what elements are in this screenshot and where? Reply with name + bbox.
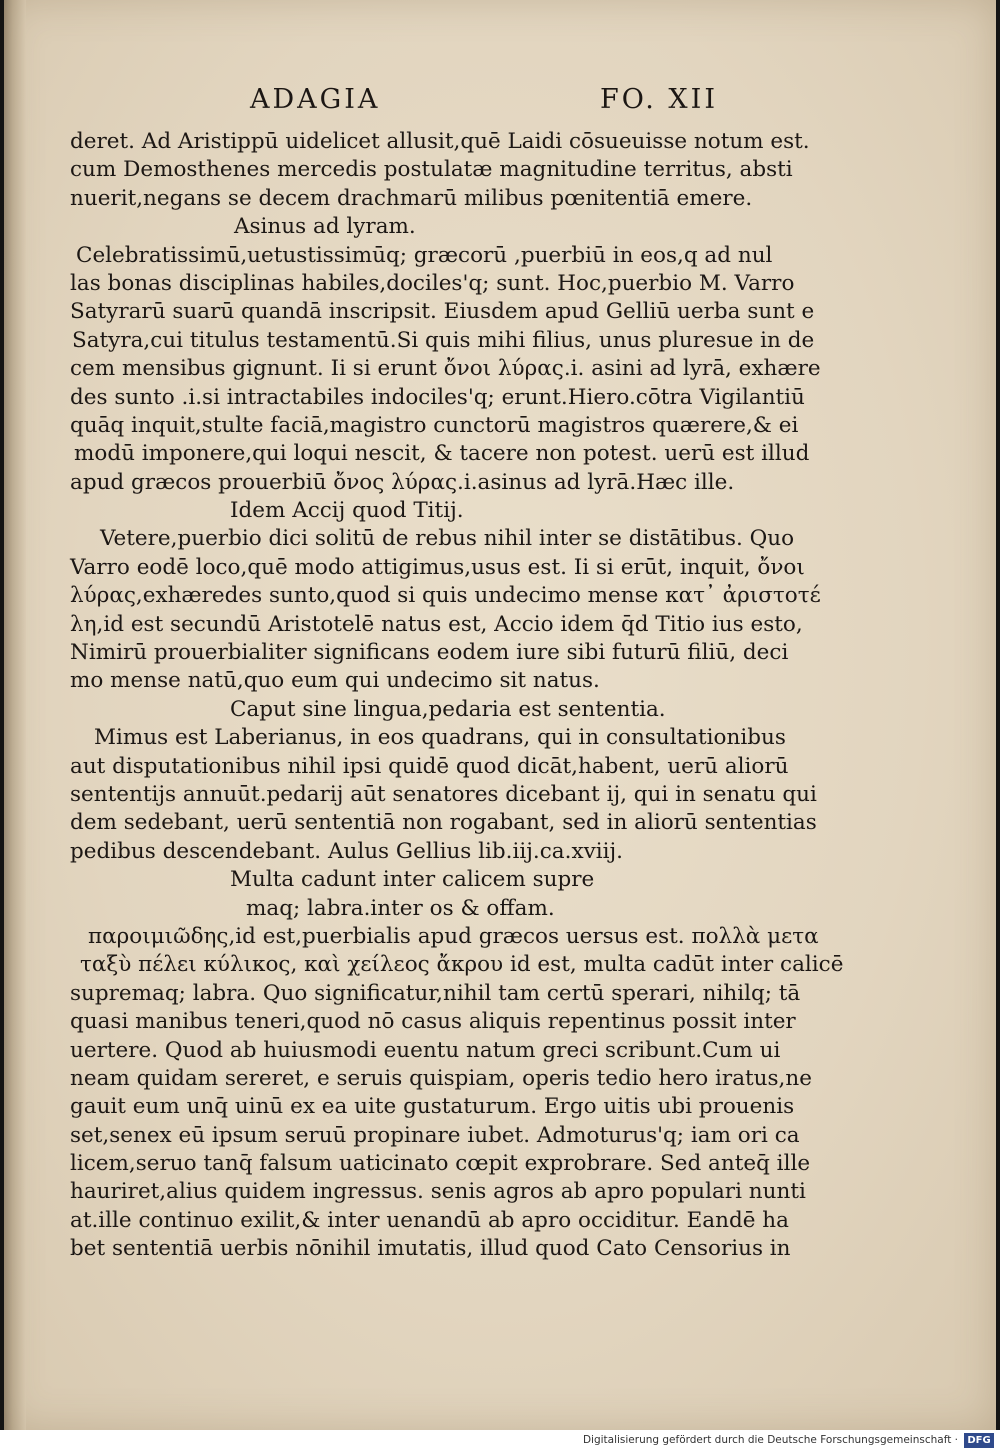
text-line: quasi manibus teneri,quod nō casus aliquis repentinus possit inter	[70, 1009, 796, 1035]
text-line: cem mensibus gignunt. Ii si erunt ὄνοι λύρας.i. asini ad lyrā, exhære	[70, 356, 821, 382]
text-line: gauit eum unq̄ uinū ex ea uite gustaturum. Ergo uitis ubi prouenis	[70, 1094, 795, 1120]
text-line: set,senex eū ipsum seruū propinare iubet. Admoturus'q; iam ori ca	[70, 1122, 800, 1148]
text-line: las bonas disciplinas habiles,dociles'q; sunt. Hoc,puerbio M. Varro	[70, 270, 795, 296]
dfg-logo: DFG	[964, 1433, 994, 1448]
section-heading: maq; labra.inter os & offam.	[246, 895, 555, 921]
text-line: Vetere,puerbio dici solitū de rebus nihil inter se distātibus. Quo	[100, 526, 795, 552]
text-line: des sunto .i.si intractabiles indociles'q; erunt.Hiero.cōtra Vigilantiū	[70, 384, 805, 410]
body-text	[70, 128, 844, 1264]
digitization-footer	[0, 1430, 1000, 1452]
text-line: dem sedebant, uerū sententiā non rogabant, sed in aliorū sententias	[70, 810, 817, 836]
text-line: Varro eodē loco,quē modo attigimus,usus est. Ii si erūt, inquit, ὄνοι	[70, 554, 805, 580]
text-line: modū imponere,qui loqui nescit, & tacere non potest. uerū est illud	[74, 441, 810, 467]
running-header	[250, 84, 718, 124]
section-heading: Asinus ad lyram.	[234, 214, 416, 240]
section-heading: Multa cadunt inter calicem supre	[230, 867, 595, 893]
text-line: apud græcos prouerbiū ὄνος λύρας.i.asinus ad lyrā.Hæc ille.	[70, 469, 735, 495]
text-line: Nimirū prouerbialiter significans eodem iure sibi futurū filiū, deci	[70, 640, 789, 666]
text-line: pedibus descendebant. Aulus Gellius lib.iij.ca.xviij.	[70, 838, 623, 864]
text-line: quāq inquit,stulte faciā,magistro cunctorū magistros quærere,& ei	[70, 412, 799, 438]
text-line: sententijs annuūt.pedarij aūt senatores dicebant ij, qui in senatu qui	[70, 781, 817, 807]
section-heading: Idem Accij quod Titij.	[230, 498, 464, 524]
text-line: ταξὺ πέλει κύλικος, καὶ χείλεος ἄκρου id est, multa cadūt inter calicē	[80, 952, 844, 978]
text-line: λη,id est secundū Aristotelē natus est, Accio idem q̄d Titio ius esto,	[70, 611, 803, 637]
text-line: Satyra,cui titulus testamentū.Si quis mihi filius, unus pluresue in de	[72, 327, 815, 353]
page-binding-shadow	[4, 0, 26, 1430]
section-heading: Caput sine lingua,pedaria est sententia.	[230, 696, 666, 722]
manuscript-page	[4, 0, 996, 1430]
text-line: neam quidam sereret, e seruis quispiam, operis tedio hero iratus,ne	[70, 1065, 812, 1091]
funding-credit: Digitalisierung gefördert durch die Deutsche Forschungsgemeinschaft ·	[582, 1434, 958, 1446]
text-line: at.ille continuo exilit,& inter uenandū ab apro occiditur. Eandē ha	[70, 1207, 789, 1233]
text-line: supremaq; labra. Quo significatur,nihil tam certū sperari, nihilq; tā	[70, 980, 801, 1006]
text-line: licem,seruo tanq̄ falsum uaticinato cœpit exprobrare. Sed anteq̄ ille	[70, 1151, 811, 1177]
folio-number: FO. XII	[599, 84, 718, 115]
text-line: uertere. Quod ab huiusmodi euentu natum greci scribunt.Cum ui	[70, 1037, 781, 1063]
text-line: deret. Ad Aristippū uidelicet allusit,quē Laidi cōsueuisse notum est.	[70, 129, 810, 154]
text-line: aut disputationibus nihil ipsi quidē quod dicāt,habent, uerū aliorū	[70, 753, 789, 779]
text-line: hauriret,alius quidem ingressus. senis agros ab apro populari nunti	[70, 1179, 806, 1205]
text-line: mo mense natū,quo eum qui undecimo sit natus.	[70, 668, 600, 694]
header-title: ADAGIA	[250, 84, 381, 115]
text-line: cum Demosthenes mercedis postulatæ magnitudine territus, absti	[70, 157, 793, 183]
text-line: παροιμιῶδης,id est,puerbialis apud græcos uersus est. πολλὰ μετα	[88, 923, 819, 949]
text-line: Mimus est Laberianus, in eos quadrans, qui in consultationibus	[94, 725, 786, 751]
text-line: bet sententiā uerbis nōnihil imutatis, illud quod Cato Censorius in	[70, 1236, 791, 1262]
text-line: Satyrarū suarū quandā inscripsit. Eiusdem apud Gelliū uerba sunt e	[70, 299, 815, 325]
text-line: nuerit,negans se decem drachmarū milibus pœnitentiā emere.	[70, 185, 753, 211]
text-line: λύρας,exhæredes sunto,quod si quis undecimo mense κατ᾽ ἀριστοτέ	[70, 583, 821, 609]
text-line: Celebratissimū,uetustissimūq; græcorū ,puerbiū in eos,q ad nul	[76, 242, 773, 268]
